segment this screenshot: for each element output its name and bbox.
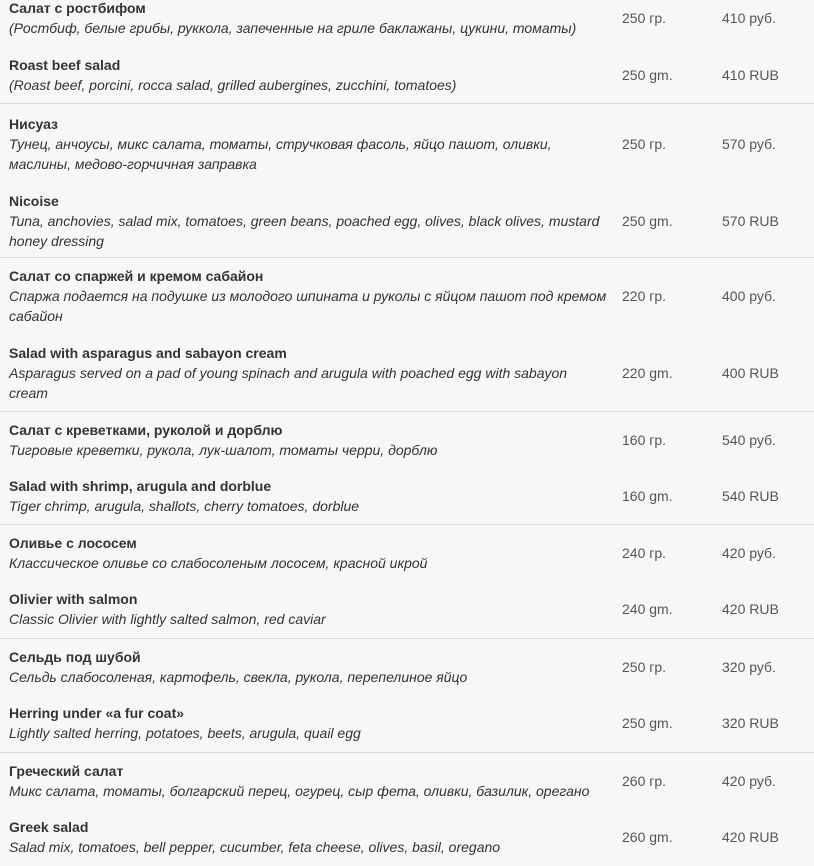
- item-name: Roast beef salad: [9, 57, 121, 73]
- menu-item: [0, 468, 814, 524]
- menu-group: [0, 639, 814, 753]
- item-weight: 250 гр.: [622, 10, 667, 26]
- item-weight: 250 gm.: [622, 715, 673, 731]
- menu-group: [0, 104, 814, 258]
- item-price: 420 руб.: [722, 773, 776, 789]
- item-description: Classic Olivier with lightly salted salmon, red caviar: [9, 611, 326, 627]
- item-weight: 250 гр.: [622, 659, 667, 675]
- item-price: 400 руб.: [722, 288, 776, 304]
- item-text: [9, 589, 609, 629]
- menu-group: [0, 525, 814, 639]
- menu-item: [0, 412, 814, 468]
- item-weight: 220 гр.: [622, 288, 667, 304]
- menu-item: [0, 753, 814, 810]
- item-text: [9, 476, 609, 516]
- item-name: Сельдь под шубой: [9, 649, 141, 665]
- item-name: Greek salad: [9, 819, 89, 835]
- item-name: Nicoise: [9, 193, 59, 209]
- item-description: Сельдь слабосоленая, картофель, свекла, рукола, перепелиное яйцо: [9, 669, 468, 685]
- item-description: Спаржа подается на подушке из молодого шпината и руколы с яйцом пашот под кремом сабайон: [9, 288, 607, 324]
- item-price: 410 руб.: [722, 10, 776, 26]
- menu-item: [0, 181, 814, 257]
- item-weight: 260 гр.: [622, 773, 667, 789]
- menu-group: [0, 258, 814, 412]
- item-name: Нисуаз: [9, 116, 59, 132]
- item-price: 320 руб.: [722, 659, 776, 675]
- menu-item: [0, 639, 814, 696]
- item-price: 420 руб.: [722, 545, 776, 561]
- item-text: [9, 647, 609, 687]
- menu-item: [0, 45, 814, 103]
- item-name: Греческий салат: [9, 763, 124, 779]
- item-text: [9, 817, 609, 857]
- item-text: [9, 55, 609, 95]
- menu-item: [0, 335, 814, 411]
- item-name: Оливье с лососем: [9, 535, 137, 551]
- item-name: Салат со спаржей и кремом сабайон: [9, 268, 264, 284]
- item-weight: 160 гр.: [622, 432, 667, 448]
- item-text: [9, 343, 609, 403]
- item-weight: 260 gm.: [622, 829, 673, 845]
- menu-group: [0, 0, 814, 104]
- item-description: (Ростбиф, белые грибы, руккола, запеченные на гриле баклажаны, цукини, томаты): [9, 20, 577, 36]
- item-price: 540 руб.: [722, 432, 776, 448]
- item-text: [9, 703, 609, 743]
- item-description: Tuna, anchovies, salad mix, tomatoes, green beans, poached egg, olives, black olives, mustard honey dressing: [9, 213, 600, 249]
- item-text: [9, 533, 609, 573]
- item-name: Салат с креветками, руколой и дорблю: [9, 422, 283, 438]
- item-weight: 160 gm.: [622, 488, 673, 504]
- item-price: 540 RUB: [722, 488, 779, 504]
- item-text: [9, 761, 609, 801]
- item-description: Tiger chrimp, arugula, shallots, cherry tomatoes, dorblue: [9, 498, 360, 514]
- item-name: Herring under «a fur coat»: [9, 705, 185, 721]
- item-name: Salad with shrimp, arugula and dorblue: [9, 478, 272, 494]
- item-price: 420 RUB: [722, 601, 779, 617]
- item-weight: 220 gm.: [622, 365, 673, 381]
- item-description: Asparagus served on a pad of young spinach and arugula with poached egg with sabayon cream: [9, 365, 568, 401]
- item-description: Тунец, анчоусы, микс салата, томаты, стручковая фасоль, яйцо пашот, оливки, маслины, медово-горчичная заправка: [9, 136, 552, 172]
- menu-item: [0, 104, 814, 181]
- item-price: 410 RUB: [722, 67, 779, 83]
- item-description: Тигровые креветки, рукола, лук-шалот, томаты черри, дорблю: [9, 442, 438, 458]
- item-description: Классическое оливье со слабосоленым лососем, красной икрой: [9, 555, 428, 571]
- item-name: Салат с ростбифом: [9, 0, 146, 16]
- menu-item: [0, 582, 814, 638]
- item-price: 420 RUB: [722, 829, 779, 845]
- item-description: (Roast beef, porcini, rocca salad, grilled aubergines, zucchini, tomatoes): [9, 77, 457, 93]
- item-text: [9, 0, 609, 38]
- item-description: Salad mix, tomatoes, bell pepper, cucumber, feta cheese, olives, basil, oregano: [9, 839, 501, 855]
- item-text: [9, 114, 609, 174]
- menu-item: [0, 810, 814, 866]
- menu-item: [0, 696, 814, 752]
- item-price: 570 RUB: [722, 213, 779, 229]
- menu-item: [0, 525, 814, 582]
- item-text: [9, 266, 609, 326]
- item-text: [9, 191, 609, 251]
- item-price: 570 руб.: [722, 136, 776, 152]
- menu-group: [0, 753, 814, 866]
- item-price: 320 RUB: [722, 715, 779, 731]
- item-text: [9, 420, 609, 460]
- item-weight: 240 gm.: [622, 601, 673, 617]
- item-weight: 240 гр.: [622, 545, 667, 561]
- item-weight: 250 gm.: [622, 67, 673, 83]
- item-name: Salad with asparagus and sabayon cream: [9, 345, 287, 361]
- item-name: Olivier with salmon: [9, 591, 138, 607]
- item-price: 400 RUB: [722, 365, 779, 381]
- menu-item: [0, 258, 814, 335]
- menu-item: [0, 0, 814, 45]
- item-description: Микс салата, томаты, болгарский перец, огурец, сыр фета, оливки, базилик, орегано: [9, 783, 590, 799]
- item-weight: 250 gm.: [622, 213, 673, 229]
- item-weight: 250 гр.: [622, 136, 667, 152]
- item-description: Lightly salted herring, potatoes, beets, arugula, quail egg: [9, 725, 361, 741]
- menu-group: [0, 412, 814, 525]
